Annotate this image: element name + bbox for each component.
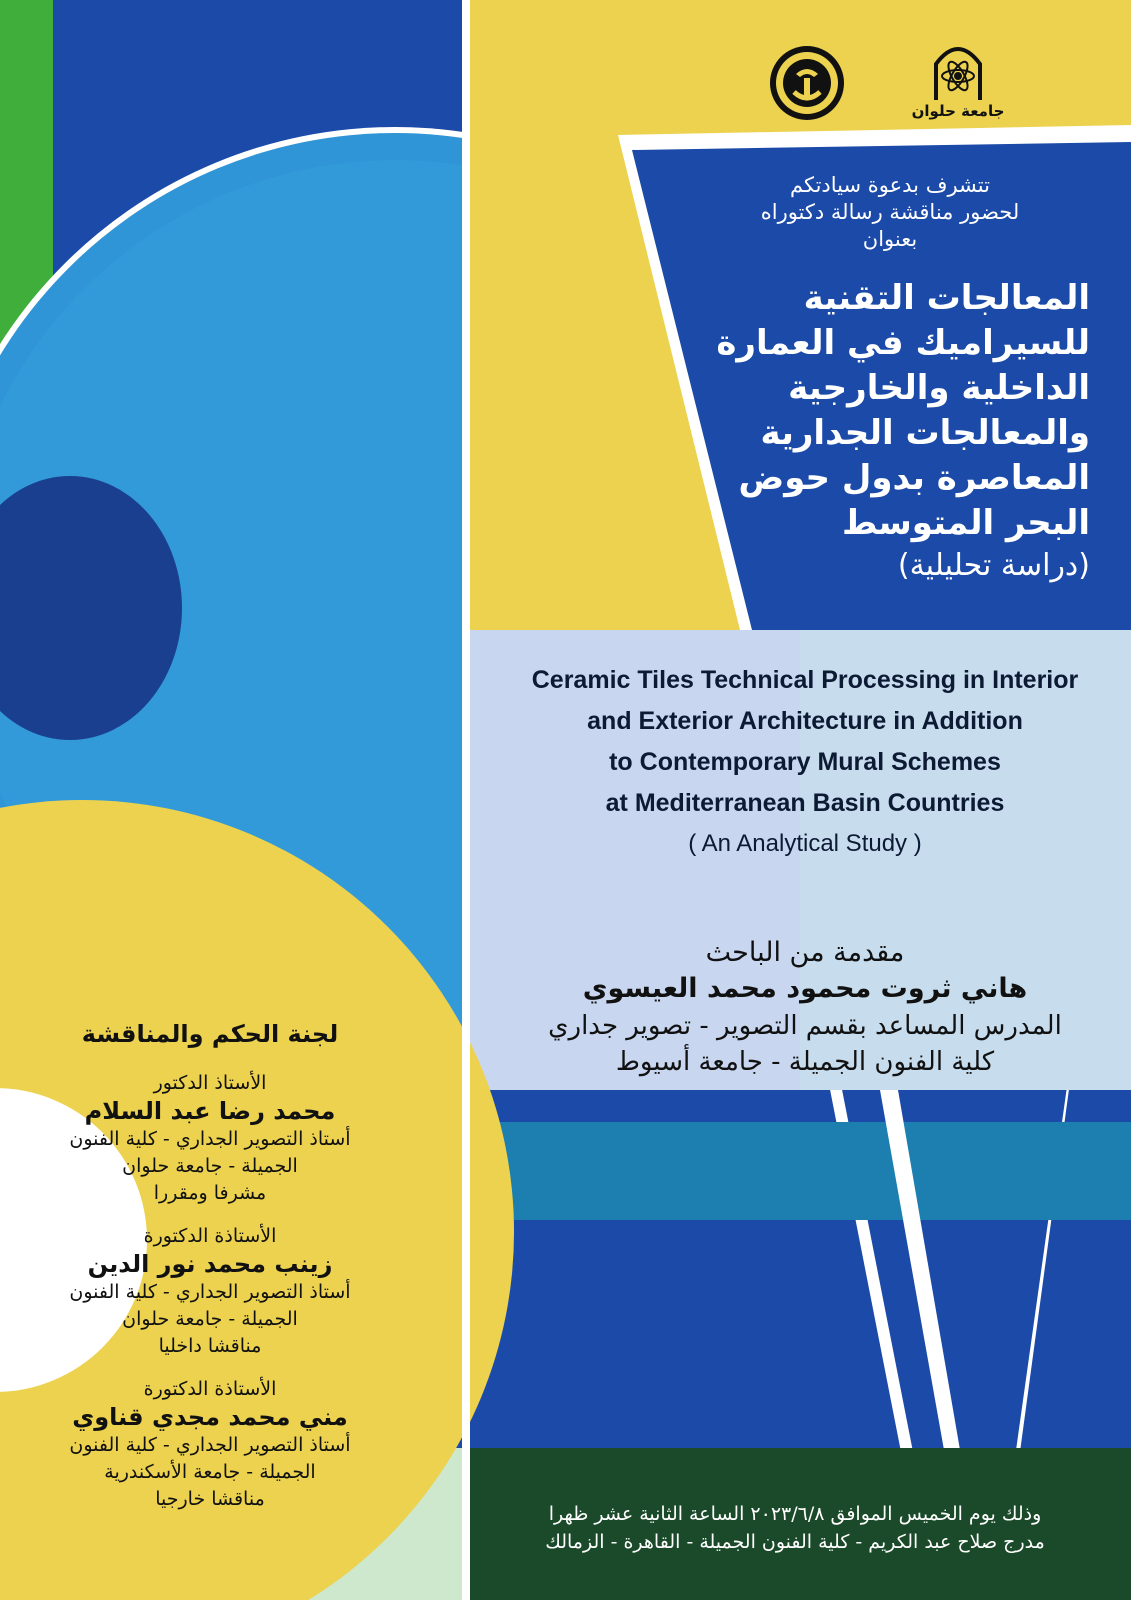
atom-icon — [910, 38, 1006, 102]
helwan-university-logo — [910, 38, 1006, 128]
title-line: to Contemporary Mural Schemes — [609, 748, 1001, 776]
event-venue: مدرج صلاح عبد الكريم - كلية الفنون الجميلة - القاهرة - الزمالك — [545, 1531, 1045, 1553]
researcher-affiliation: كلية الفنون الجميلة - جامعة أسيوط — [615, 1047, 995, 1077]
title-line: and Exterior Architecture in Addition — [587, 707, 1023, 735]
invitation-text — [700, 172, 1080, 253]
member-name: محمد رضا عبد السلام — [84, 1097, 336, 1125]
member-name: زينب محمد نور الدين — [87, 1250, 333, 1278]
member-desc: أستاذ التصوير الجداري - كلية الفنون — [69, 1128, 351, 1150]
title-line: at Mediterranean Basin Countries — [605, 789, 1005, 817]
committee-member — [40, 1376, 380, 1513]
committee-member — [40, 1070, 380, 1207]
thesis-title-arabic — [700, 276, 1090, 546]
title-line: المعالجات التقنية — [803, 278, 1090, 318]
researcher-intro: مقدمة من الباحث — [705, 937, 905, 968]
committee-member — [40, 1223, 380, 1360]
title-line: Ceramic Tiles Technical Processing in Interior — [531, 666, 1079, 694]
member-role: الأستاذة الدكتورة — [143, 1378, 277, 1400]
member-desc: أستاذ التصوير الجداري - كلية الفنون — [69, 1281, 351, 1303]
event-details — [500, 1500, 1090, 1556]
member-role: الأستاذة الدكتورة — [143, 1225, 277, 1247]
member-role: الأستاذ الدكتور — [153, 1072, 267, 1094]
event-datetime: وذلك يوم الخميس الموافق ٢٠٢٣/٦/٨ الساعة الثانية عشر ظهرا — [548, 1503, 1042, 1525]
researcher-position: المدرس المساعد بقسم التصوير - تصوير جداري — [548, 1011, 1062, 1041]
title-line: للسيراميك في العمارة — [716, 323, 1090, 363]
invitation-line: تتشرف بدعوة سيادتكم — [790, 173, 990, 197]
researcher-name: هاني ثروت محمود محمد العيسوي — [582, 973, 1028, 1004]
member-desc: الجميلة - جامعة حلوان — [122, 1155, 298, 1177]
member-desc: الجميلة - جامعة حلوان — [122, 1308, 298, 1330]
invitation-line: لحضور مناقشة رسالة دكتوراه — [760, 200, 1020, 224]
thesis-subtitle-arabic: (دراسة تحليلية) — [897, 548, 1090, 583]
member-desc: الجميلة - جامعة الأسكندرية — [104, 1461, 316, 1483]
title-line: المعاصرة بدول حوض — [738, 458, 1090, 498]
title-line: الداخلية والخارجية — [788, 368, 1090, 408]
member-capacity: مشرفا ومقررا — [153, 1182, 267, 1204]
teal-band — [470, 1122, 1131, 1220]
researcher-block — [510, 936, 1100, 1080]
committee-heading: لجنة الحكم والمناقشة — [81, 1020, 339, 1048]
member-capacity: مناقشا خارجيا — [155, 1488, 265, 1510]
faculty-of-fine-arts-emblem — [768, 44, 846, 122]
university-name: جامعة حلوان — [911, 102, 1005, 120]
thesis-title-english — [505, 660, 1105, 824]
invitation-line: بعنوان — [862, 227, 918, 251]
committee-block — [40, 1020, 380, 1529]
member-desc: أستاذ التصوير الجداري - كلية الفنون — [69, 1434, 351, 1456]
member-capacity: مناقشا داخليا — [158, 1335, 262, 1357]
title-line: والمعالجات الجدارية — [760, 413, 1090, 453]
member-name: مني محمد مجدي قناوي — [72, 1403, 348, 1431]
title-line: البحر المتوسط — [841, 503, 1090, 543]
thesis-subtitle-english: ( An Analytical Study ) — [688, 830, 922, 857]
